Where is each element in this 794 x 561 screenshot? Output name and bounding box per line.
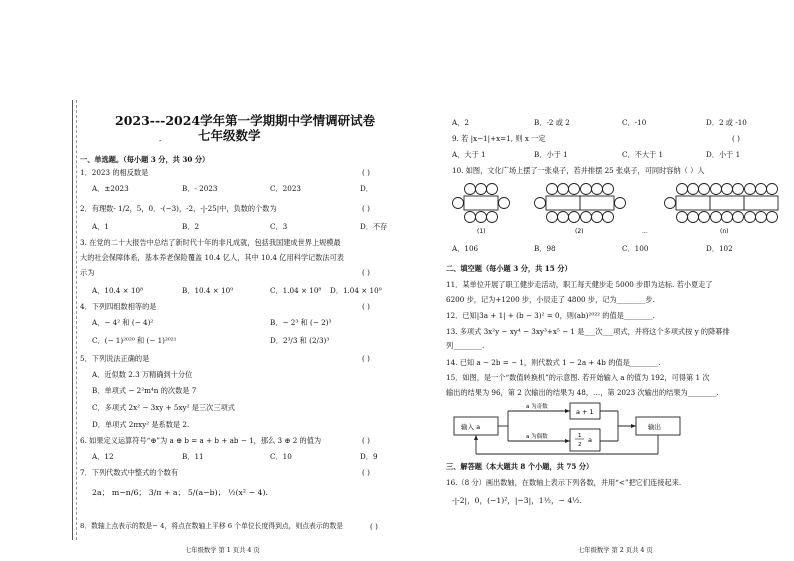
q2-answer-paren: ( ): [362, 204, 370, 213]
q4-option-c: C．(− 1)²⁰²⁰ 和 (− 1)²⁰²¹: [92, 336, 177, 345]
q9-option-d: D．小于 1: [706, 150, 741, 159]
q4-option-b: B．− 2³ 和 (− 2)³: [270, 318, 332, 327]
q7-expressions: 2a； m−n/6； 3/π + a； 5/(a−b)； ½(x² − 4).: [92, 488, 269, 497]
q3-option-c: C．1.04 × 10⁸: [270, 286, 322, 295]
q6-text: 6. 如果定义运算符号“⊕”为 a ⊕ b = a + b + ab − 1，那么 3 ⊕ 2 的值为: [80, 436, 322, 445]
q8-option-d: D．2 或 -10: [706, 118, 747, 127]
q8-text: 8．数轴上点表示的数是− 4，将点在数轴上平移 6 个单位长度得到点，则点表示的数是: [80, 522, 344, 530]
q9-text: 9. 若 |x−1|+x=1, 则 x 一定: [452, 134, 546, 143]
q8-option-a: A．2: [452, 118, 469, 127]
figure-label-1: (1): [477, 228, 486, 235]
section-3-heading: 三、解答题（本大题共 8 个小题，共 75 分）: [446, 462, 594, 471]
q3-option-b: B．10.4 × 10⁹: [182, 286, 234, 295]
q10-option-c: C．100: [622, 244, 649, 253]
q9-option-a: A．大于 1: [452, 150, 486, 159]
flow-output-label: 输出: [648, 423, 661, 431]
exam-page-2: [400, 0, 794, 561]
q3-line3: 示为: [80, 268, 95, 277]
q1-option-b: B．- 2023: [182, 184, 218, 193]
binding-dashed-line: [76, 100, 77, 540]
q14-text: 14. 已知 a − 2b = − 1，则代数式 1 − 2a + 4b 的值是________.: [446, 358, 661, 367]
q6-option-b: B．11: [182, 452, 204, 461]
q3-answer-paren: ( ): [362, 268, 370, 277]
figure-label-2: (2): [575, 228, 584, 235]
q13-line2: 列________.: [446, 341, 485, 350]
q2-text: 2．有理数- 1/2，5，0．-(−3)，-2，-|-25|中，负数的个数为: [80, 204, 277, 213]
q7-answer-paren: ( ): [362, 468, 370, 477]
q2-option-a: A．1: [92, 222, 109, 231]
q11-line1: 11．某单位开展了职工健步走活动，职工每天健步走 5000 步即为达标. 若小夏走了: [446, 280, 713, 289]
section-1-heading: 一、单选题。（每小题 3 分，共 30 分）: [80, 155, 210, 164]
flow-plus-one: a + 1: [576, 408, 594, 416]
q6-option-c: C．10: [270, 452, 292, 461]
number-converter-flowchart: [452, 400, 722, 458]
q3-line1: 3. 在党的二十大报告中总结了新时代十年的非凡成就，包括我国建成世界上规模最: [80, 238, 341, 247]
section-2-heading: 二、填空题（每小题 3 分，共 15 分）: [446, 264, 572, 273]
flow-half-numerator: 1: [578, 433, 582, 439]
q16-text: 16.（8 分）画出数轴，在数轴上表示下列各数，并用“<”把它们连接起来.: [446, 478, 682, 487]
q1-answer-paren: ( ): [362, 168, 370, 177]
q8-option-c: C．-10: [622, 118, 647, 127]
flow-half-denominator: 2: [578, 442, 582, 448]
q1-text: 1．2023 的相反数是: [80, 168, 149, 177]
q6-option-a: A．12: [92, 452, 114, 461]
q10-option-d: D．102: [706, 244, 733, 253]
q2-option-c: C．3: [270, 222, 288, 231]
q3-line2: 大的社会保障体系，基本养老保险覆盖 10.4 亿人，其中 10.4 亿用科学记数法可表: [80, 253, 344, 262]
stray-dash: -: [159, 136, 162, 145]
q8-answer-paren: ( ): [370, 522, 378, 531]
q1-option-c: C．2023: [270, 184, 301, 193]
flow-half-variable: a: [588, 436, 592, 444]
q4-option-d: D．2³/3 和 (2/3)³: [270, 336, 330, 345]
q5-option-b: B．单项式 − 2²m⁴n 的次数是 7: [92, 386, 197, 395]
q5-option-c: C．多项式 2x² − 3xy + 5xy² 是三次三项式: [92, 403, 235, 412]
q4-text: 4．下列四组数相等的是: [80, 302, 157, 311]
q2-option-d: D．不存: [360, 222, 388, 231]
q9-option-b: B．小于 1: [534, 150, 568, 159]
q5-answer-paren: ( ): [362, 354, 370, 363]
q15-line1: 15．如图，是一个“数值转换机”的示意图. 若开始输入 a 的值为 192，可得第 1 次: [446, 373, 710, 382]
q8-option-b: B．-2 或 2: [534, 118, 570, 127]
flow-odd-label: a 为奇数: [526, 404, 548, 410]
page-2-footer: 七年级数学 第 2 页共 4 页: [578, 547, 653, 554]
q7-text: 7．下列代数式中整式的个数有: [80, 468, 179, 477]
q5-option-a: A．近似数 2.3 万精确到十分位: [92, 370, 193, 379]
q15-line2: 输出的结果为 96，第 2 次输出的结果为 48，…，第 2023 次输出的结果为________.: [446, 388, 719, 397]
q3-option-d: D．1.04 × 10⁹: [330, 286, 382, 295]
flow-even-label: a 为偶数: [526, 434, 548, 440]
page-1-footer: 七年级数学 第 1 页共 4 页: [185, 547, 260, 554]
exam-title: 2023---2024学年第一学期期中学情调研试卷: [115, 113, 376, 128]
flow-input-label: 输入 a: [461, 423, 481, 431]
figure-label-n: (n): [720, 228, 729, 235]
q4-option-a: A．− 4² 和 (− 4)²: [92, 318, 154, 327]
q3-option-a: A．10.4 × 10⁸: [92, 286, 144, 295]
q10-option-b: B．98: [534, 244, 556, 253]
figure-label-ellipsis: ...: [642, 228, 648, 235]
q6-option-d: D．9: [360, 452, 378, 461]
q1-option-d: D．: [360, 184, 373, 193]
q5-text: 5．下列说法正确的是: [80, 354, 150, 363]
q9-option-c: C．不大于 1: [622, 150, 664, 159]
table-arrangement-figure: [450, 178, 785, 236]
q9-answer-paren: ( ): [732, 134, 740, 143]
q4-answer-paren: ( ): [362, 302, 370, 311]
q1-option-a: A．±2023: [92, 184, 129, 193]
q10-option-a: A．106: [452, 244, 479, 253]
exam-subtitle: 七年级数学: [198, 128, 261, 143]
q12-text: 12．已知|3a + 1| + (b − 3)² = 0，则(ab)²⁰²² 的值是________.: [446, 311, 655, 320]
q5-option-d: D．单项式 2πxy² 是系数是 2.: [92, 420, 190, 429]
q2-option-b: B．2: [182, 222, 200, 231]
q11-line2: 6200 步，记为+1200 步，小辰走了 4800 步，记为________步.: [446, 295, 655, 304]
q13-line1: 13. 多项式 3x²y − xy⁴ − 3xy³+x⁵ − 1 是___次___项式，并将这个多项式按 y 的降幂排: [446, 327, 730, 336]
q16-numbers: -|-2|，0，(−1)²，|−3|，1½，− 4½.: [452, 496, 582, 505]
q6-answer-paren: ( ): [362, 436, 370, 445]
binding-line: [72, 100, 73, 540]
q10-text: 10. 如图，文化广场上摆了一张桌子，若并排摆 25 张桌子，可同时容纳（ ）人: [452, 166, 705, 175]
